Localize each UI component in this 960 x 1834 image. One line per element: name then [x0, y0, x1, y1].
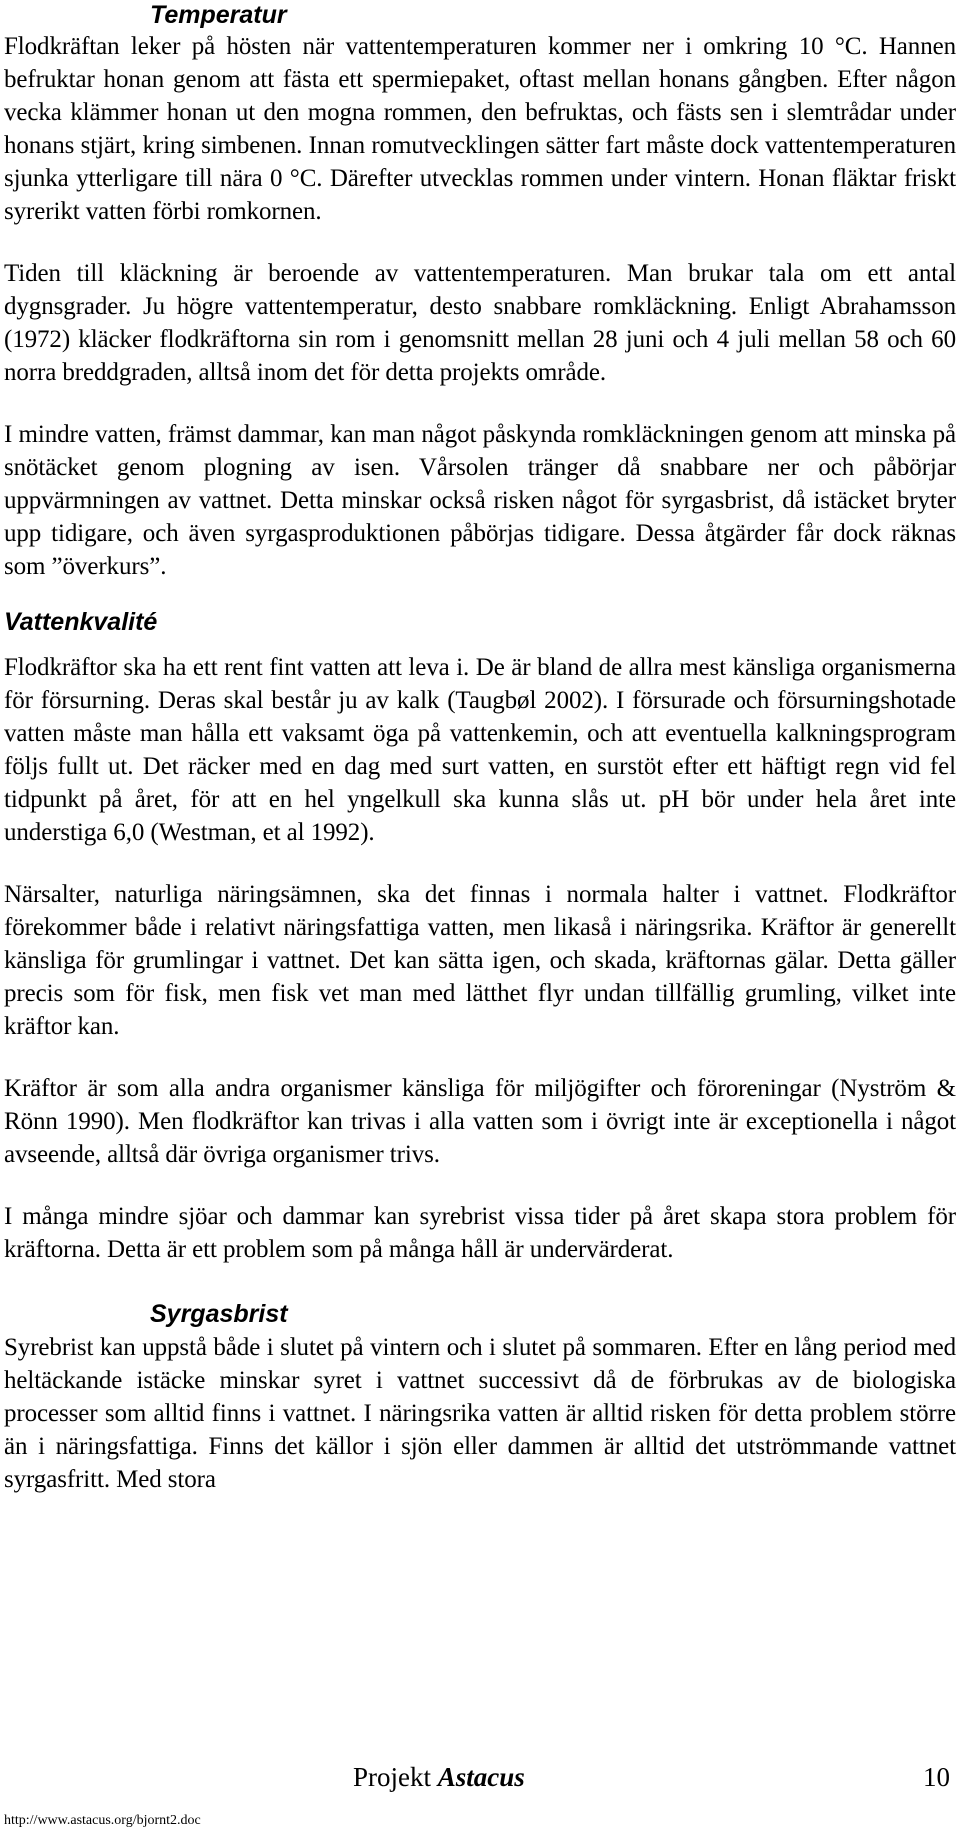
- footer-project-title: [353, 1760, 525, 1794]
- section-heading-syrgasbrist: Syrgasbrist: [150, 1300, 288, 1328]
- paragraph: I många mindre sjöar och dammar kan syrebrist vissa tider på året skapa stora problem för kräftorna. Detta är ett problem som på många håll är undervärderat.: [4, 1203, 956, 1263]
- paragraph: Syrebrist kan uppstå både i slutet på vintern och i slutet på sommaren. Efter en lång period med heltäckande istäcke minskar syret i vattnet successivt då de förbrukas av de biologiska processer som alltid finns i vattnet. I näringsrika vatten är alltid risken för detta problem större än i näringsfattiga. Finns det källor i sjön eller dammen är alltid det utströmmande vattnet syrgasfritt. Med stora: [4, 1334, 956, 1493]
- section-heading-temperatur: Temperatur: [150, 1, 287, 29]
- section-heading-vattenkvalite: Vattenkvalité: [4, 608, 158, 636]
- paragraph: Närsalter, naturliga näringsämnen, ska det finnas i normala halter i vattnet. Flodkräftor förekommer både i relativt näringsfattiga vatten, men likaså i näringsrika. Kräftor är generellt känsliga för grumlingar i vattnet. Det kan sätta igen, och skada, kräftornas gälar. Detta gäller precis som för fisk, men fisk vet man med lätthet flyr undan tillfällig grumling, vilket inte kräftor kan.: [4, 881, 956, 1040]
- footer-project-word: Projekt: [353, 1762, 431, 1792]
- footer-project-name: Astacus: [437, 1762, 525, 1792]
- paragraph: Flodkräftan leker på hösten när vattentemperaturen kommer ner i omkring 10 °C. Hannen befruktar honan genom att fästa ett spermiepaket, oftast mellan honans gångben. Efter någon vecka klämmer honan ut den mogna rommen, den befruktas, och fästs sen i slemtrådar under honans stjärt, kring simbenen. Innan romutvecklingen sätter fart måste dock vattentemperaturen sjunka ytterligare till nära 0 °C. Därefter utvecklas rommen under vintern. Honan fläktar friskt syrerikt vatten förbi romkornen.: [4, 33, 956, 225]
- page-footer: [0, 1760, 960, 1800]
- paragraph: Flodkräftor ska ha ett rent fint vatten att leva i. De är bland de allra mest känsliga organismerna för försurning. Deras skal består ju av kalk (Taugbøl 2002). I försurade och försurningshotade vatten måste man hålla ett vaksamt öga på vattenkemin, och att eventuella kalkningsprogram följs fullt ut. Det räcker med en dag med surt vatten, en surstöt efter ett häftigt regn vid fel tidpunkt på året, för att en hel yngelkull ska kunna slås ut. pH bör under hela året inte understiga 6,0 (Westman, et al 1992).: [4, 654, 956, 846]
- page-number: 10: [923, 1762, 950, 1792]
- paragraph: Kräftor är som alla andra organismer känsliga för miljögifter och föroreningar (Nyström & Rönn 1990). Men flodkräftor kan trivas i alla vatten som i övrigt inte är exceptionella i något avseende, alltså där övriga organismer trivs.: [4, 1075, 956, 1168]
- paragraph: Tiden till kläckning är beroende av vattentemperaturen. Man brukar tala om ett antal dygnsgrader. Ju högre vattentemperatur, desto snabbare romkläckning. Enligt Abrahamsson (1972) kläcker flodkräftorna sin rom i genomsnitt mellan 28 juni och 4 juli mellan 58 och 60 norra breddgraden, alltså inom det för detta projekts område.: [4, 260, 956, 386]
- source-url: http://www.astacus.org/bjornt2.doc: [4, 1813, 201, 1828]
- document-body: [4, 0, 956, 1496]
- paragraph: I mindre vatten, främst dammar, kan man något påskynda romkläckningen genom att minska på snötäcket genom plogning av isen. Vårsolen tränger då snabbare ner och påbörjar uppvärmningen av vattnet. Detta minskar också risken något för syrgasbrist, då istäcket bryter upp tidigare, och även syrgasproduktionen påbörjas tidigare. Dessa åtgärder får dock räknas som ”överkurs”.: [4, 421, 956, 580]
